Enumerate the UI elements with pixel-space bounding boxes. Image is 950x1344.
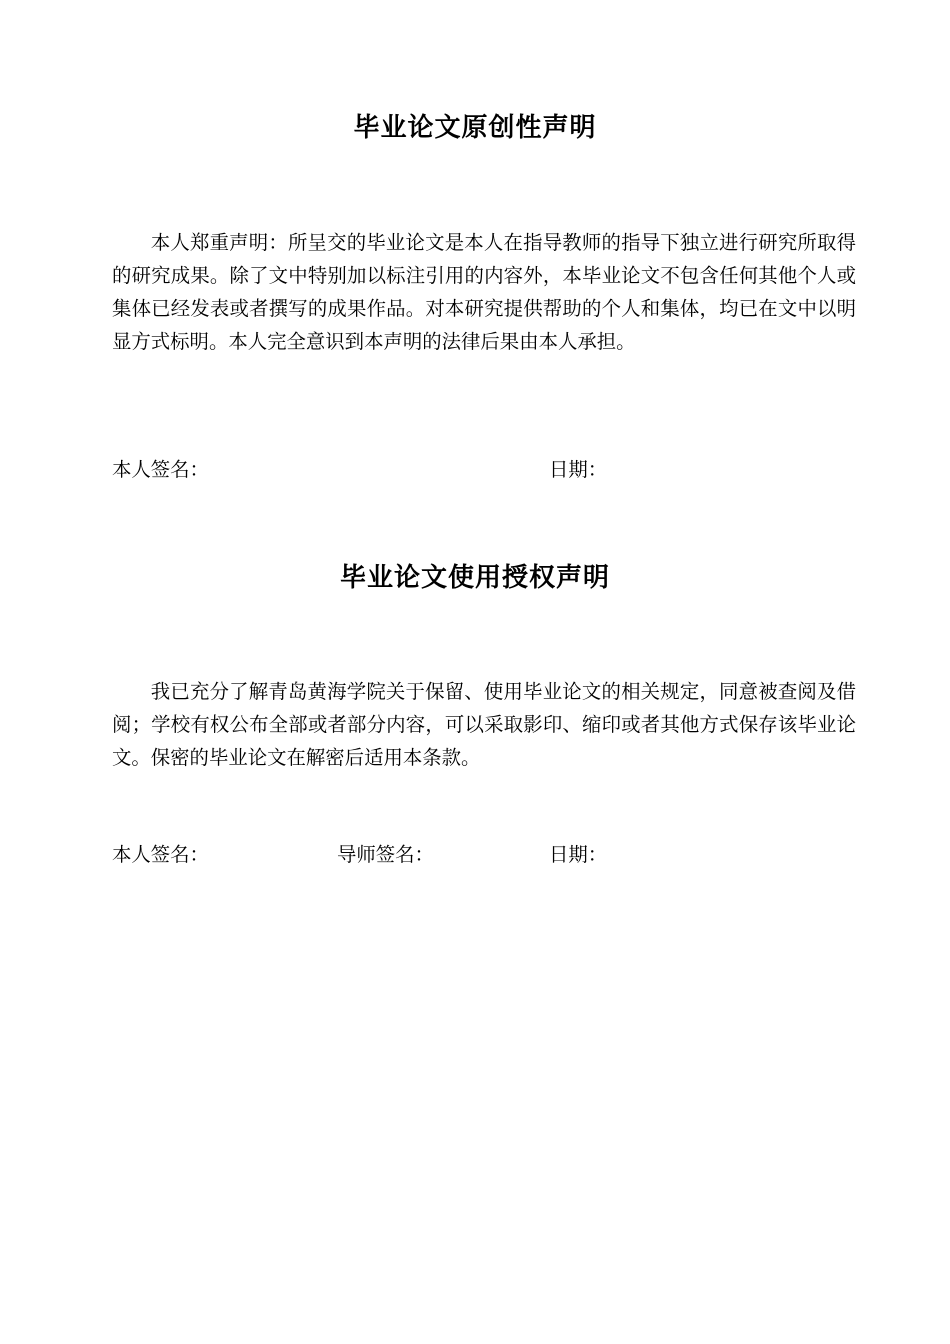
originality-statement: 本人郑重声明：所呈交的毕业论文是本人在指导教师的指导下独立进行研究所取得的研究成果。除了文中特别加以标注引用的内容外，本毕业论文不包含任何其他个人或集体已经发表或者撰写的成果作品。对本研究提供帮助的个人和集体，均已在文中以明显方式标明。本人完全意识到本声明的法律后果由本人承担。 xyxy=(112,231,856,353)
advisor-signature-label: 导师签名： xyxy=(337,843,434,866)
author-signature-label: 本人签名： xyxy=(112,843,209,866)
date-label: 日期： xyxy=(549,843,608,866)
authorization-title: 毕业论文使用授权声明 xyxy=(339,563,610,593)
originality-signature-row xyxy=(112,455,856,485)
date-label: 日期： xyxy=(549,458,608,481)
author-signature-label: 本人签名： xyxy=(112,458,209,481)
authorization-statement: 我已充分了解青岛黄海学院关于保留、使用毕业论文的相关规定，同意被查阅及借阅；学校有权公布全部或者部分内容，可以采取影印、缩印或者其他方式保存该毕业论文。保密的毕业论文在解密后适用本条款。 xyxy=(112,680,856,769)
authorization-signature-row xyxy=(112,840,856,870)
originality-title: 毕业论文原创性声明 xyxy=(353,113,597,143)
